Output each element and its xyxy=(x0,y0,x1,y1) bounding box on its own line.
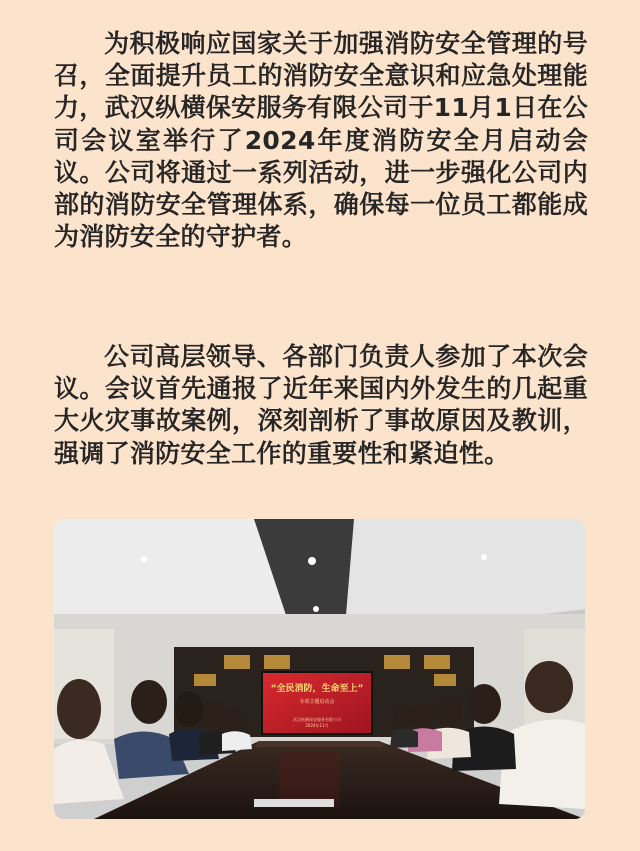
screen-org: 武汉纵横保安服务有限公司 xyxy=(293,717,341,722)
meeting-room-illustration xyxy=(54,519,585,819)
paragraph-meeting: 公司高层领导、各部门负责人参加了本次会议。会议首先通报了近年来国内外发生的几起重大火灾事故案例，深刻剖析了事故原因及教训，强调了消防安全工作的重要性和紧迫性。 xyxy=(54,342,588,468)
screen-date: 2024年11月 xyxy=(305,723,329,728)
screen-subtitle: 专项主题启动会 xyxy=(299,699,335,705)
meeting-photo xyxy=(54,519,585,819)
paragraph-intro: 为积极响应国家关于加强消防安全管理的号召，全面提升员工的消防安全意识和应急处理能力，武汉纵横保安服务有限公司于11月1日在公司会议室举行了2024年度消防安全月启动会议。公司将通过一系列活动，进一步强化公司内部的消防安全管理体系，确保每一位员工都能成为消防安全的守护者。 xyxy=(54,29,588,252)
screen-title: “全民消防，生命至上” xyxy=(270,684,364,694)
